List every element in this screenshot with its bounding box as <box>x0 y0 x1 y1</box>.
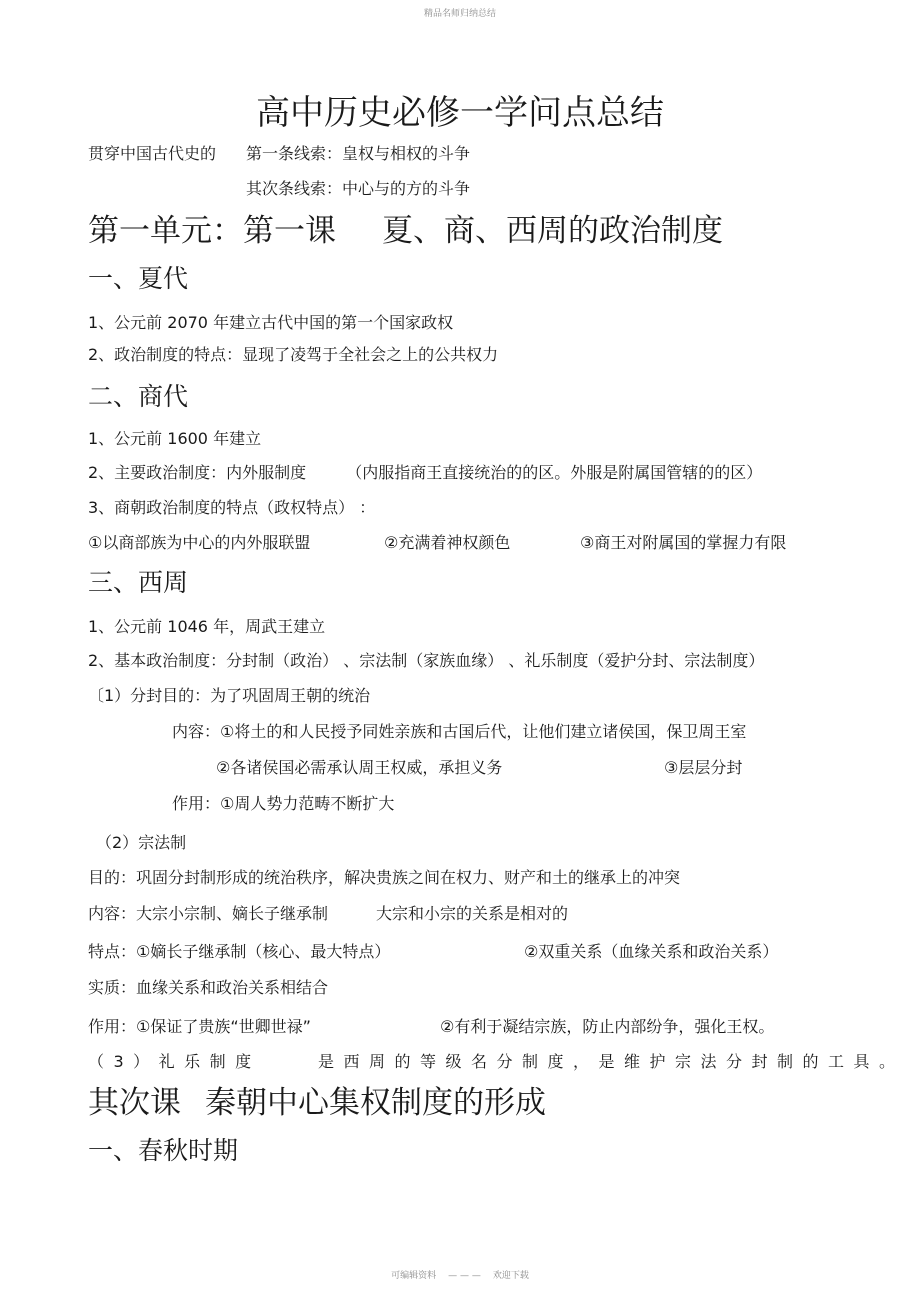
footer-left: 可编辑资料 <box>391 1271 437 1281</box>
zongfa-essence: 实质：血缘关系和政治关系相结合 <box>88 978 329 997</box>
section-zhou-heading: 三、西周 <box>88 568 189 597</box>
unit1-title-a: 第一单元：第一课 <box>88 213 336 249</box>
zongfa-heading: （2）宗法制 <box>96 833 187 852</box>
unit1-title-b: 夏、商、西周的政治制度 <box>382 213 723 249</box>
lesson2-title-a: 其次课 <box>88 1085 181 1121</box>
page-header-note: 精品名师归纳总结 <box>423 9 496 19</box>
shang-item-1: 1、公元前 1600 年建立 <box>88 429 262 448</box>
zongfa-content-a: 内容：大宗小宗制、嫡长子继承制 <box>88 904 329 923</box>
fenfeng-effect: 作用：①周人势力范畴不断扩大 <box>172 794 395 813</box>
zhou-item-2: 2、基本政治制度：分封制（政治） 、宗法制（家族血缘） 、礼乐制度（爱护分封、宗法制度） <box>88 651 765 670</box>
section-xia-heading: 一、夏代 <box>88 264 189 293</box>
fenfeng-purpose: 〔1）分封目的：为了巩固周王朝的统治 <box>88 686 371 705</box>
clue-first: 第一条线索：皇权与相权的斗争 <box>246 144 471 163</box>
shang-item-2-label: 2、主要政治制度：内外服制度 <box>88 463 307 482</box>
lesson2-section-1: 一、春秋时期 <box>88 1136 239 1165</box>
zhou-item-1: 1、公元前 1046 年，周武王建立 <box>88 617 326 636</box>
xia-item-2: 2、政治制度的特点：显现了凌驾于全社会之上的公共权力 <box>88 345 499 364</box>
liyue-label: （3）礼乐制度 <box>88 1052 261 1071</box>
shang-item-2 <box>88 465 762 481</box>
lesson2-heading <box>88 1085 546 1121</box>
page-title: 高中历史必修一学问点总结 <box>256 93 664 133</box>
fenfeng-content-3: ③层层分封 <box>664 758 743 777</box>
zongfa-content <box>88 906 568 922</box>
section-shang-heading: 二、商代 <box>88 382 189 411</box>
zongfa-effect-2: ②有利于凝结宗族，防止内部纷争，强化王权。 <box>440 1017 775 1036</box>
shang-item-2-note: （内服指商王直接统治的的区。外服是附属国管辖的的区） <box>346 463 763 482</box>
zongfa-feature-1: 特点：①嫡长子继承制（核心、最大特点） <box>88 942 391 961</box>
footer-right: 欢迎下载 <box>492 1271 529 1281</box>
zongfa-feature-2: ②双重关系（血缘关系和政治关系） <box>524 942 779 961</box>
clue-second: 其次条线索：中心与的方的斗争 <box>246 179 471 198</box>
lesson2-title-b: 秦朝中心集权制度的形成 <box>205 1085 546 1121</box>
shang-item-3: 3、商朝政治制度的特点（政权特点） ： <box>88 498 376 517</box>
zongfa-content-b: 大宗和小宗的关系是相对的 <box>376 904 569 923</box>
fenfeng-content-2: ②各诸侯国必需承认周王权威，承担义务 <box>216 758 503 777</box>
liyue-text: 是西周的等级名分制度，是维护宗法分封制的工具。 <box>318 1052 905 1071</box>
shang-feature-3: ③商王对附属国的掌握力有限 <box>580 533 787 552</box>
shang-feature-1: ①以商部族为中心的内外服联盟 <box>88 533 311 552</box>
page-footer-note <box>0 1272 920 1281</box>
clue-prefix: 贯穿中国古代史的 <box>88 144 217 163</box>
unit1-heading <box>88 213 723 249</box>
footer-dashes: — — — <box>448 1271 481 1281</box>
fenfeng-content-1: 内容：①将土的和人民授予同姓亲族和古国后代，让他们建立诸侯国，保卫周王室 <box>172 722 747 741</box>
zongfa-effect-1: 作用：①保证了贵族“世卿世禄” <box>88 1017 311 1036</box>
xia-item-1: 1、公元前 2070 年建立古代中国的第一个国家政权 <box>88 313 454 332</box>
shang-feature-2: ②充满着神权颜色 <box>384 533 511 552</box>
zongfa-purpose: 目的：巩固分封制形成的统治秩序，解决贵族之间在权力、财产和土的继承上的冲突 <box>88 868 681 887</box>
